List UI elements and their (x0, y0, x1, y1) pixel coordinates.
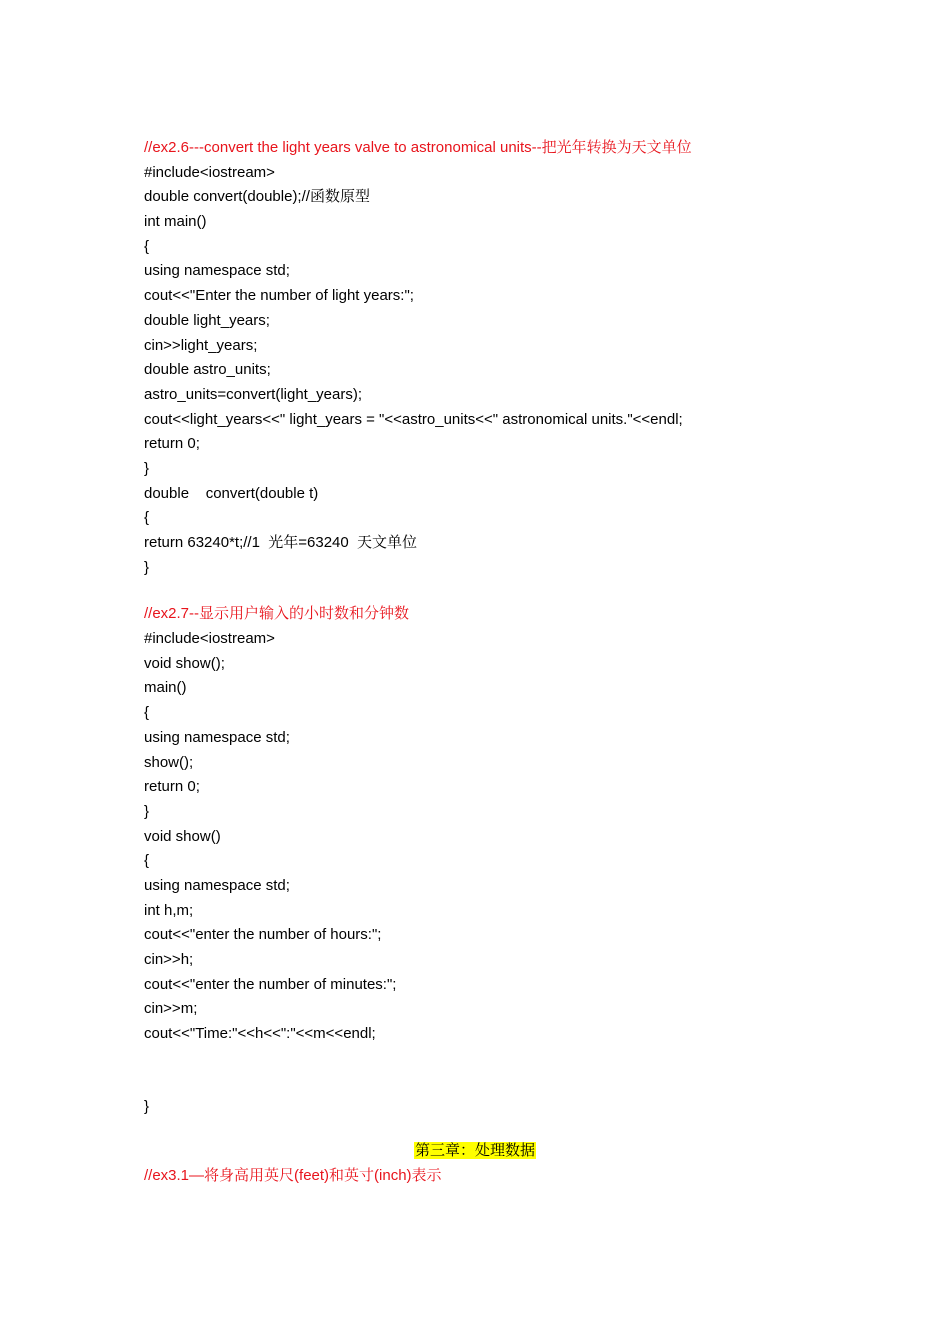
spacer (144, 1119, 844, 1139)
code-line: double convert(double t) (144, 484, 319, 502)
code-line: using namespace std; (144, 876, 290, 894)
code-line: double convert(double);//函数原型 (144, 188, 370, 206)
code-line: main() (144, 679, 187, 697)
code-line: { (144, 852, 150, 870)
code-line: return 0; (144, 778, 200, 796)
code-line: using namespace std; (144, 728, 290, 746)
code-line: cin>>m; (144, 1000, 198, 1018)
code-line: { (144, 704, 150, 722)
chapter-3-title: 第三章：处理数据 (414, 1142, 535, 1160)
code-line: #include<iostream> (144, 630, 275, 648)
code-line: #include<iostream> (144, 163, 275, 181)
code-line: cout<<"enter the number of minutes:"; (144, 975, 397, 993)
spacer (144, 1047, 844, 1095)
code-line: int h,m; (144, 901, 194, 919)
ex2-6-code-block (144, 161, 844, 581)
code-line: { (144, 237, 150, 255)
ex2-7-code-block (144, 627, 844, 1047)
code-line: void show(); (144, 654, 225, 672)
ex3-1-title: //ex3.1—将身高用英尺(feet)和英寸(inch)表示 (144, 1167, 442, 1185)
ex2-6-title: //ex2.6---convert the light years valve to astronomical units--把光年转换为天文单位 (144, 139, 692, 156)
ex2-7-title: //ex2.7--显示用户输入的小时数和分钟数 (144, 605, 410, 623)
code-line: cout<<"Enter the number of light years:"; (144, 287, 414, 305)
code-line: double astro_units; (144, 361, 271, 379)
code-line: } (144, 558, 150, 576)
code-line: show(); (144, 753, 194, 771)
spacer (144, 580, 844, 602)
code-line: cout<<"Time:"<<h<<":"<<m<<endl; (144, 1025, 376, 1043)
code-line: cin>>light_years; (144, 336, 258, 354)
code-line-closing-brace: } (144, 1097, 150, 1115)
code-line: return 63240*t;//1 光年=63240 天文单位 (144, 534, 418, 551)
code-line: } (144, 459, 150, 477)
code-line: cin>>h; (144, 951, 194, 968)
code-line: { (144, 509, 150, 527)
code-line: cout<<light_years<<" light_years = "<<astro_units<<" astronomical units."<<endl; (144, 410, 683, 428)
chapter-heading-row (144, 1139, 806, 1164)
code-line: return 0; (144, 435, 200, 453)
code-line: } (144, 802, 150, 820)
code-line: astro_units=convert(light_years); (144, 385, 363, 403)
document-content (144, 136, 844, 1189)
code-line: void show() (144, 827, 221, 845)
code-line: cout<<"enter the number of hours:"; (144, 926, 382, 944)
code-line: using namespace std; (144, 262, 290, 280)
code-line: double light_years; (144, 311, 270, 329)
code-line: int main() (144, 213, 207, 231)
